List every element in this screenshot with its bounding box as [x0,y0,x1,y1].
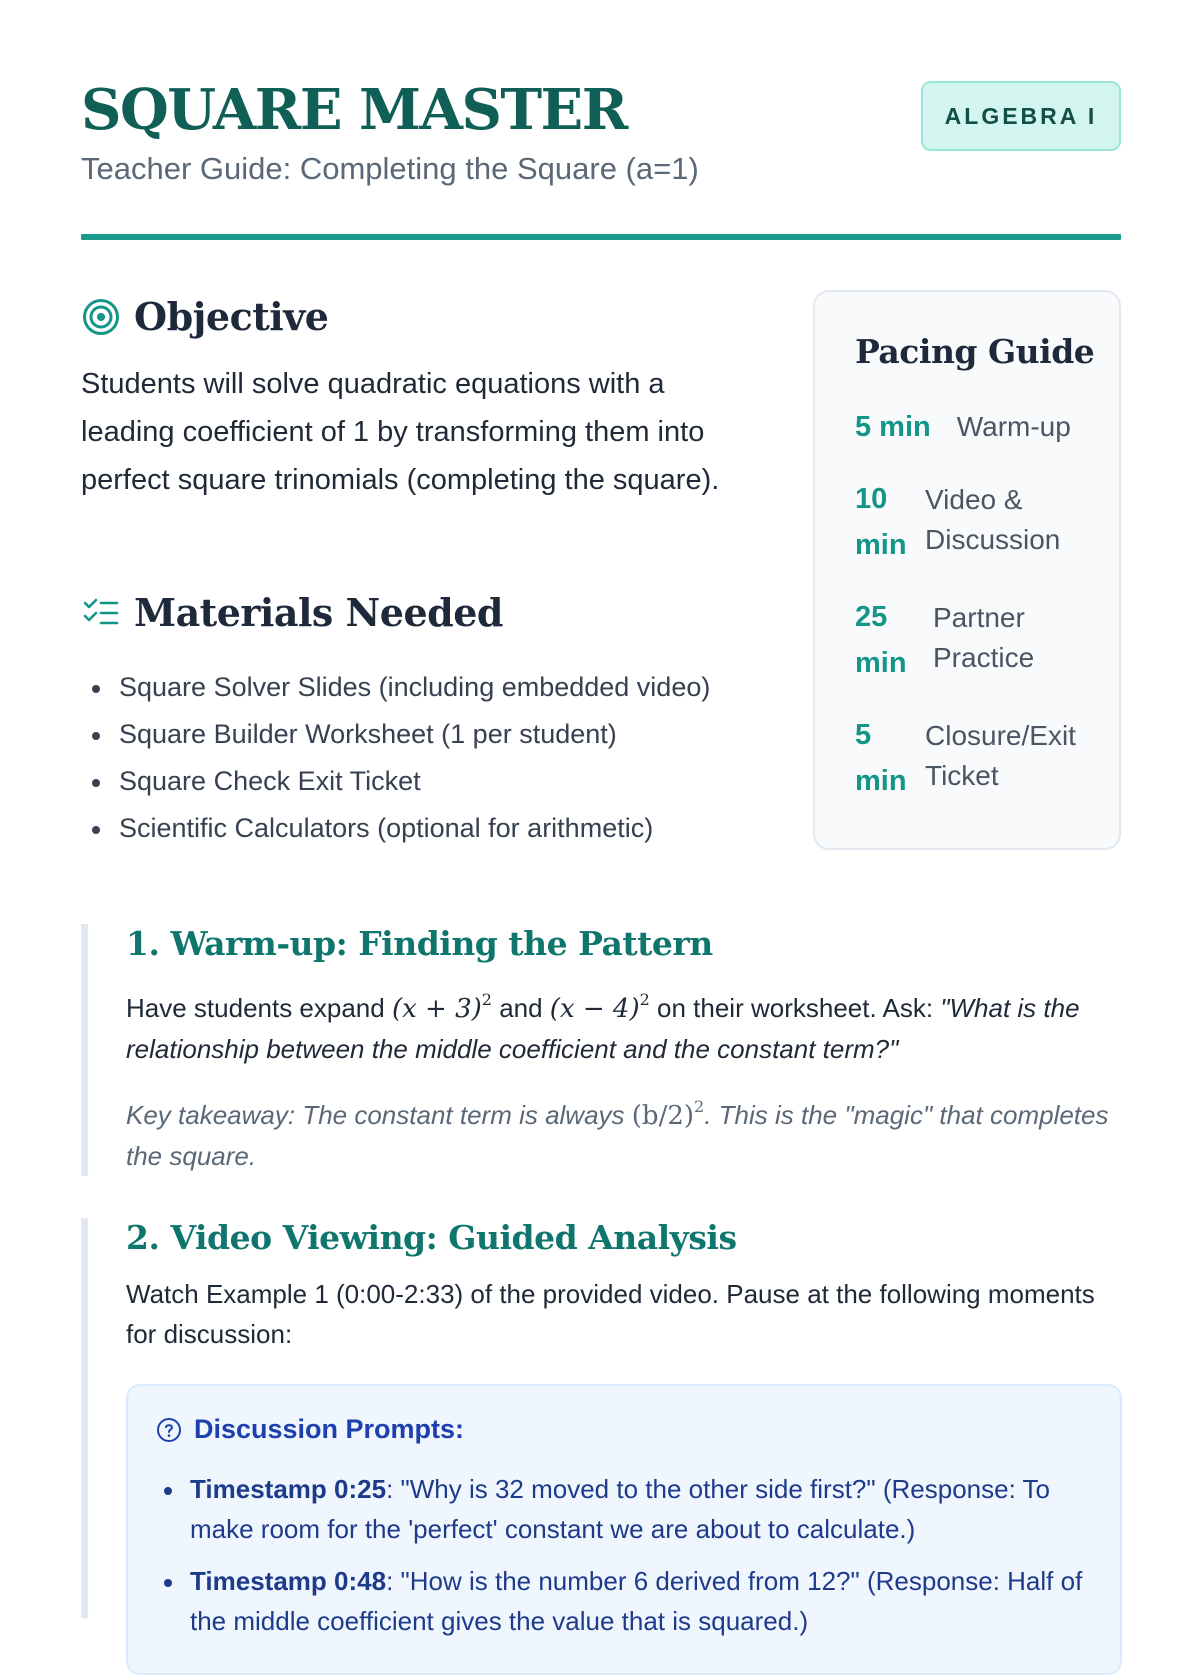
prompt-text: : "How is the number 6 derived from 12?" (Response: Half of the middle coefficient gives the value that is squared.) [190,1566,1083,1636]
pacing-guide-card [813,290,1121,850]
pacing-activity: Video & Discussion [925,484,1061,555]
pacing-duration: 25 min [855,601,907,679]
pacing-row [855,712,1095,804]
page-header [81,0,1121,245]
warmup-text: Have students expand [126,993,392,1023]
video-section [81,1218,1121,1636]
pacing-duration: 5 min [855,719,907,797]
pacing-activity: Partner Practice [933,602,1035,673]
warmup-section [81,924,1121,1176]
pacing-row [855,594,1063,686]
target-icon [81,297,121,337]
video-title: 2. Video Viewing: Guided Analysis [126,1218,737,1257]
discussion-prompts-box [126,1384,1122,1675]
discussion-prompts-list [190,1469,1092,1641]
list-item: Square Check Exit Ticket [119,758,799,805]
header-divider [81,234,1121,240]
checklist-icon [81,593,121,633]
list-item [190,1469,1092,1549]
math-exponent: 2 [639,990,650,1009]
list-item: Scientific Calculators (optional for arithmetic) [119,805,799,852]
objective-title: Objective [134,294,329,339]
warmup-title: 1. Warm-up: Finding the Pattern [126,924,713,963]
video-instructions: Watch Example 1 (0:00-2:33) of the provided video. Pause at the following moments for discussion: [126,1279,1095,1349]
math-base: (b/2) [631,1101,695,1131]
math-exponent: 2 [694,1097,705,1116]
course-badge: ALGEBRA I [921,81,1121,151]
objective-text: Students will solve quadratic equations with a leading coefficient of 1 by transforming them into perfect square trinomials (completing the square). [81,368,720,496]
warmup-text: on their worksheet. Ask: [649,993,941,1023]
materials-title: Materials Needed [134,590,503,635]
prompt-text: : "Why is 32 moved to the other side first?" (Response: To make room for the 'perfect' constant we are about to calculate.) [190,1474,1051,1544]
objective-heading [81,294,328,339]
math-exponent: 2 [481,990,492,1009]
pacing-activity: Closure/Exit Ticket [925,720,1076,791]
math-base: (x − 4) [549,994,640,1024]
pacing-row [855,404,1071,450]
list-item [190,1561,1092,1641]
materials-heading [81,590,503,635]
math-base: (x + 3) [391,994,482,1024]
warmup-instructions [126,980,1121,1069]
pacing-title: Pacing Guide [855,332,1095,371]
math-expression [391,990,492,1024]
page-title: SQUARE MASTER [81,77,627,143]
math-expression [631,1097,705,1131]
pacing-duration: 5 min [855,411,931,443]
prompt-timestamp: Timestamp 0:25 [190,1474,387,1504]
takeaway-text: . This is the "magic" that completes the square. [126,1100,1109,1171]
prompt-timestamp: Timestamp 0:48 [190,1566,387,1596]
warmup-takeaway [126,1087,1121,1176]
discussion-prompts-title: Discussion Prompts: [194,1414,465,1444]
teacher-guide-page [81,0,1121,1636]
takeaway-text: Key takeaway: The constant term is always [126,1100,632,1130]
pacing-duration: 10 min [855,483,907,561]
materials-list [119,664,799,852]
math-expression [549,990,650,1024]
list-item: Square Solver Slides (including embedded video) [119,664,799,711]
page-subtitle: Teacher Guide: Completing the Square (a=1) [81,151,699,186]
warmup-question: "What is the relationship between the middle coefficient and the constant term?" [126,993,1080,1064]
pacing-row [855,476,1085,568]
list-item: Square Builder Worksheet (1 per student) [119,711,799,758]
pacing-activity: Warm-up [956,411,1071,442]
discussion-prompts-header [156,1414,1092,1445]
warmup-text: and [491,993,550,1023]
question-circle-icon [156,1417,182,1443]
